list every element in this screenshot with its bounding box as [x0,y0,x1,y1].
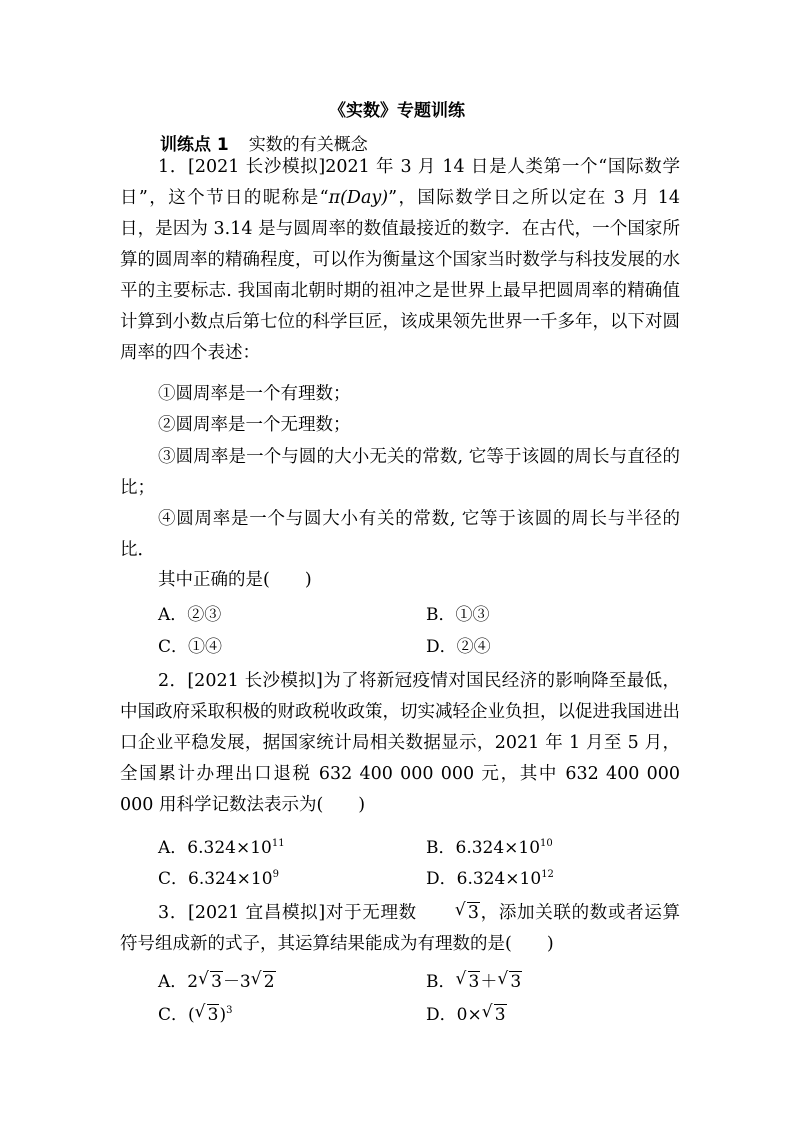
question-1-source: [2021 长沙模拟] [188,157,326,177]
question-2-option-d[interactable]: D．$6.324\times 10^{12}$ [426,869,554,889]
question-2-option-c[interactable]: C．$6.324\times 10^9$ [158,869,279,889]
question-3-option-c[interactable]: C．(√ 3)$^3$ [158,1000,233,1025]
question-2-option-b[interactable]: B．$6.324\times 10^{10}$ [426,838,553,858]
question-3-number: 3． [158,903,189,923]
question-1-option-c[interactable]: C．①④ [158,637,223,657]
question-1-option-a[interactable]: A．②③ [158,605,222,625]
sqrt-icon: √ 3 [419,898,480,929]
question-1-statement-2: ②圆周率是一个无理数； [158,415,351,435]
sqrt-icon: √ 3 [484,1005,507,1025]
question-1-option-d[interactable]: D．②④ [426,637,491,657]
sqrt-icon: √ 3 [200,972,223,992]
question-1-statement-3: ③圆周率是一个与圆的大小无关的常数, 它等于该圆的周长与直径的比； [120,447,680,498]
question-1-statement-1: ①圆周率是一个有理数； [158,384,351,404]
page-title: 《实数》专题训练 [329,101,465,121]
question-1-prompt: 其中正确的是( ) [158,570,312,590]
question-1-number: 1． [158,157,189,177]
question-1-stem: 1．[2021 长沙模拟]2021 年 3 月 14 日是人类第一个“国际数学日”，这个节日的昵称是“π(Day)”，国际数学日之所以定在 3 月 14 日，是因为 3.14 是与圆周率的数值最接近的数字．在古代，一个国家所算的圆周率的精确程度，可以作为衡量这个国家当时数学与科技发展的水平的主要标志. 我国南北朝时期的祖冲之是世界上最早把圆周率的精确值计算到小数点后第七位的科学巨匠，该成果领先世界一千多年，以下对圆周率的四个表述： [120,157,680,363]
question-1-option-b[interactable]: B．①③ [426,605,490,625]
sqrt-icon: √ 2 [253,972,276,992]
sqrt-icon: √ 3 [499,972,522,992]
question-3-option-b[interactable]: B．√ 3＋√ 3 [426,967,522,992]
question-2-source: [2021 长沙模拟] [187,671,323,691]
section-label: 训练点 1 [160,135,229,155]
sqrt-icon: √ 3 [458,972,481,992]
question-2-option-a[interactable]: A．$6.324\times 10^{11}$ [158,838,285,858]
question-3-option-a[interactable]: A．2√ 3－3√ 2 [158,967,276,992]
question-3-option-d[interactable]: D．0×√ 3 [426,1000,507,1025]
sqrt-icon: √ 3 [197,1005,220,1025]
question-1-statement-4: ④圆周率是一个与圆大小有关的常数, 它等于该圆的周长与半径的比． [120,509,680,560]
section-text: 实数的有关概念 [248,135,368,155]
question-2-number: 2． [158,671,188,691]
question-2-stem: 2．[2021 长沙模拟]为了将新冠疫情对国民经济的影响降至最低，中国政府采取积极的财政税收政策，切实减轻企业负担，以促进我国进出口企业平稳发展，据国家统计局相关数据显示，2021 年 1 月至 5 月，全国累计办理出口退税 632 400 000 000 元，其中 632 400 000 000 用科学记数法表示为( ) [120,671,680,815]
question-3-source: [2021 宜昌模拟] [188,903,326,923]
question-3-stem: 3．[2021 宜昌模拟]对于无理数√ 3，添加关联的数或者运算符号组成新的式子，其运算结果能成为有理数的是( ) [120,898,680,960]
pi-symbol: π [328,188,341,208]
